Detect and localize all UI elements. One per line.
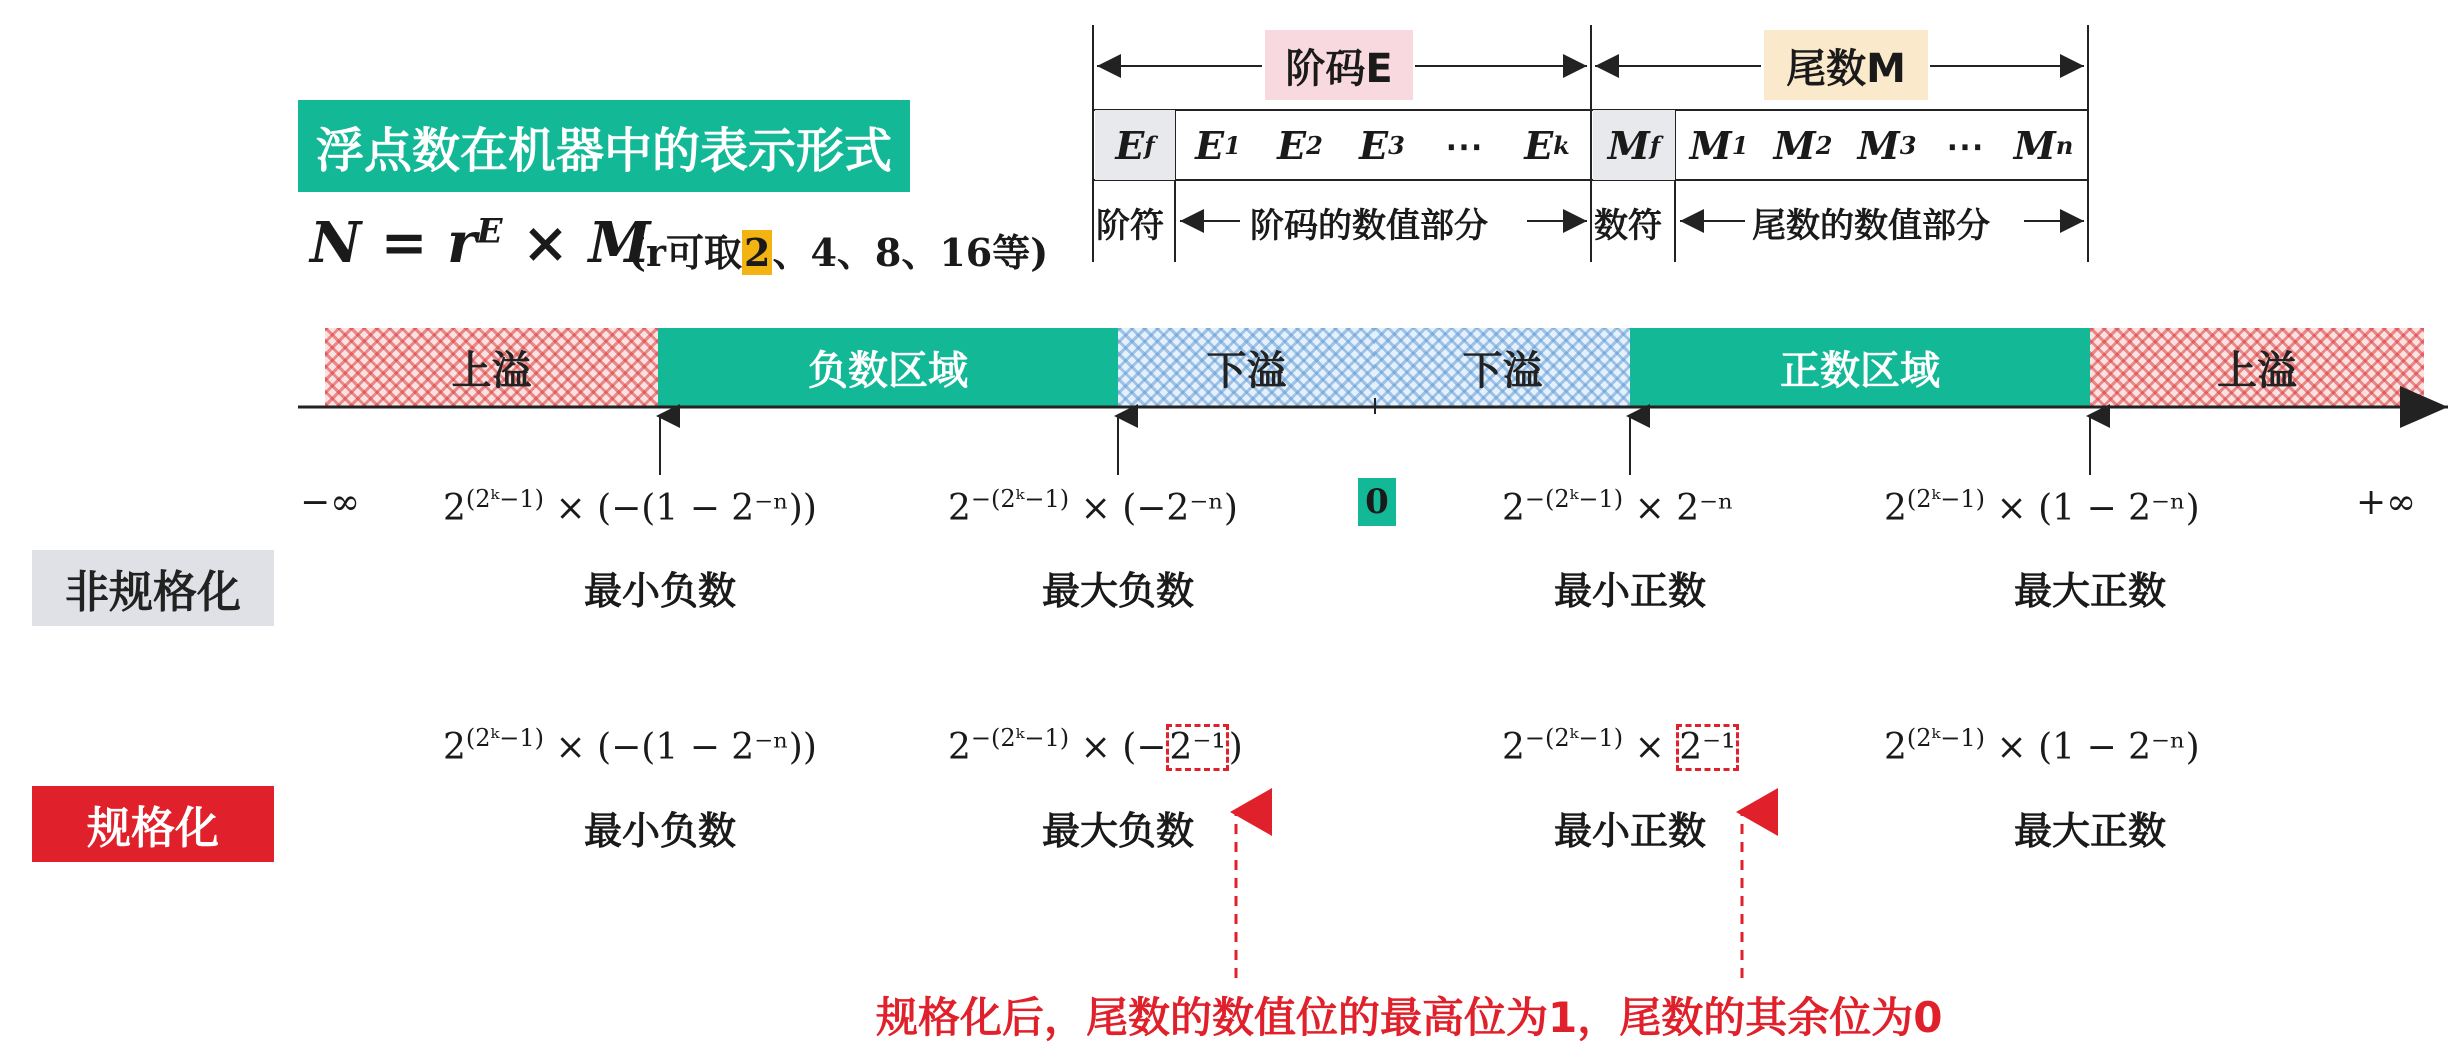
negative-infinity: −∞ bbox=[300, 482, 361, 523]
norm-caption-max-negative: 最大负数 bbox=[1041, 809, 1194, 853]
exp-bit-cell: E k bbox=[1524, 122, 1570, 168]
mant-value-label: 尾数的数值部分 bbox=[1752, 206, 1990, 246]
exp-sign-label: 阶符 bbox=[1096, 206, 1164, 246]
float-formula: $N = r^E \times M$ bbox=[310, 210, 651, 276]
max-negative-value: $2^{-(2ᵏ-1)} \times (-2^{-n})$ bbox=[948, 485, 1238, 529]
positive-region: 正数区域 bbox=[1630, 328, 2090, 406]
exp-bit-cell: E 2 bbox=[1277, 122, 1323, 168]
non-normalized-label: 非规格化 bbox=[32, 550, 274, 626]
radix-note: (r可取2、4、8、16等) bbox=[628, 230, 1049, 275]
exponent-field-tag: 阶码E bbox=[1265, 30, 1413, 100]
highlight-box: 2⁻¹ bbox=[1166, 724, 1228, 771]
caption-max-positive: 最大正数 bbox=[2013, 569, 2166, 613]
caption-max-negative: 最大负数 bbox=[1041, 569, 1194, 613]
mant-bit-cell: M 3 bbox=[1857, 122, 1917, 168]
mant-bit-cell: M 2 bbox=[1773, 122, 1833, 168]
mant-bit-cell: M 1 bbox=[1689, 122, 1749, 168]
highlight-box: 2⁻¹ bbox=[1676, 724, 1738, 771]
min-negative-value: $2^{(2ᵏ-1)} \times (-(1 - 2^{-n}))$ bbox=[443, 485, 817, 529]
mant-sign-cell: M f bbox=[1593, 110, 1675, 180]
norm-caption-min-positive: 最小正数 bbox=[1553, 809, 1706, 853]
overflow-zone-positive: 上溢 bbox=[2090, 328, 2424, 406]
mantissa-field-tag: 尾数M bbox=[1764, 30, 1928, 100]
underflow-zone-negative: 下溢 bbox=[1118, 328, 1375, 406]
mant-ellipsis: ⋯ bbox=[1946, 122, 1984, 168]
caption-min-negative: 最小负数 bbox=[583, 569, 736, 613]
norm-caption-min-negative: 最小负数 bbox=[583, 809, 736, 853]
underflow-zone-positive: 下溢 bbox=[1375, 328, 1630, 406]
normalization-note: 规格化后，尾数的数值位的最高位为1，尾数的其余位为0 bbox=[876, 993, 1943, 1042]
overflow-zone-negative: 上溢 bbox=[325, 328, 658, 406]
mant-bit-cell: M n bbox=[2013, 122, 2074, 168]
exp-bit-cell: E 3 bbox=[1359, 122, 1405, 168]
norm-min-negative-value: $2^{(2ᵏ-1)} \times (-(1 - 2^{-n}))$ bbox=[443, 724, 817, 768]
negative-region: 负数区域 bbox=[658, 328, 1118, 406]
normalized-label: 规格化 bbox=[32, 786, 274, 862]
zero-marker: 0 bbox=[1358, 478, 1396, 526]
norm-caption-max-positive: 最大正数 bbox=[2013, 809, 2166, 853]
positive-infinity: +∞ bbox=[2356, 482, 2417, 523]
norm-min-positive-value: $2^{-(2ᵏ-1)} \times 2^{-1}$ bbox=[1502, 724, 1739, 768]
caption-min-positive: 最小正数 bbox=[1553, 569, 1706, 613]
norm-max-positive-value: $2^{(2ᵏ-1)} \times (1 - 2^{-n})$ bbox=[1884, 724, 2200, 768]
exp-bit-cell: E 1 bbox=[1195, 122, 1241, 168]
exp-sign-cell: E f bbox=[1095, 110, 1175, 180]
max-positive-value: $2^{(2ᵏ-1)} \times (1 - 2^{-n})$ bbox=[1884, 485, 2200, 529]
mant-sign-label: 数符 bbox=[1594, 206, 1662, 246]
exp-value-label: 阶码的数值部分 bbox=[1250, 206, 1488, 246]
min-positive-value: $2^{-(2ᵏ-1)} \times 2^{-n}$ bbox=[1502, 485, 1734, 529]
exp-ellipsis: ⋯ bbox=[1445, 122, 1483, 168]
diagram-title: 浮点数在机器中的表示形式 bbox=[298, 100, 910, 192]
norm-max-negative-value: $2^{-(2ᵏ-1)} \times (-2^{-1})$ bbox=[948, 724, 1243, 768]
